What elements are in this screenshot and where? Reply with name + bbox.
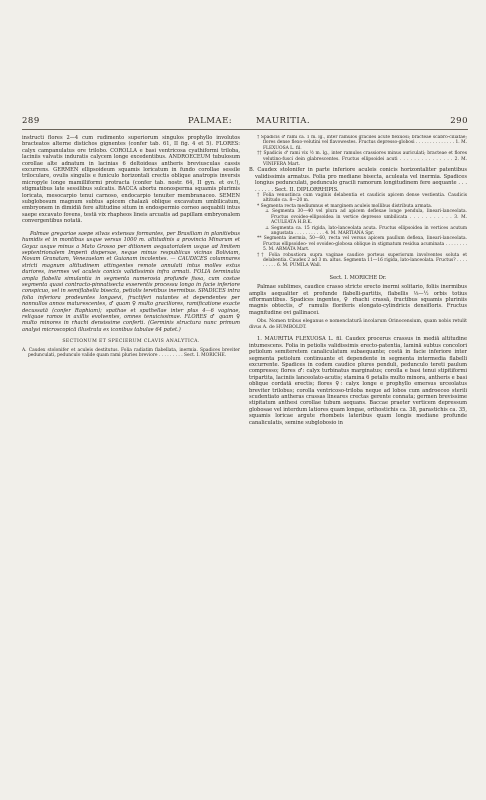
right-column bbox=[249, 135, 467, 725]
page-header bbox=[22, 116, 468, 128]
key-heading: SECTIONUM ET SPECIERUM CLAVIS ANALYTICA. bbox=[62, 339, 200, 345]
left-page-number: 289 bbox=[22, 116, 40, 126]
header-rule bbox=[22, 129, 468, 130]
section-description: Palmae sublimes, caudice crasso stricte erecto inermi solitario, foliis inermibus amplis aequaliter et profunde flabelli-partitis, flabellis ⅓—½ orbis totius efformantibus. Spadices ingentes, ♀ rhachi crassā, fructibus squamis pluriniis magnis obtectis, ♂ ramulis floriferis elongato-cylindricis densifloris. Fructus magnitudine ovi gallinacei. bbox=[249, 284, 467, 316]
right-page-number: 290 bbox=[450, 116, 468, 126]
key-entry-4: * Segmenta recta mediumnus et marginem aculeis mollibus distributa armata. bbox=[257, 203, 433, 209]
key-entry-7: ** Segmenta inermia, 50—60, recta vel versus apicem paullum deflexa, lineari-lanceolata. Fructus ellipsoideo- vel ovoideo-globosa oblique in stigmatum residua acuminata . . . . . . . . 5. M. ARMATA Mart. bbox=[257, 236, 467, 253]
species-description: 1. MAURITIA FLEXUOSA L. fil. Caudex procerus crassus in mediā altitudine intumescens. Folia in petiolis validissimis erecto-patentia, laminā subtus concolori petiolum semiteretem canaliculatum subaequante; costā in facie inferiore inter segmenta petiolum continuante et dependente in segmenta intermedia flabelli excurrente. Spadices in codem caudice plures penduli, pedunculo tereti paulum compresso; flores ♂: calyx turbinatus marginatus; corolla e basi tenui stipitiformi tripartita, laciniis lanceolato-acutis; stamina 6 petalis multo minora, antheris e basi oblique cordatā erectis; flores ♀: calyx longe e prophyllo emersus urceolatus breviter trilobus; corolla ventricoso-triloba neque ad lobos cum androeceo sterili scudentiato antheras crassas lineares crectas gerente connata; germen brevissime stipitatum anthesi corollae tubum aequans. Baccae praeter verticem depressum globosae vel interdum latiores quam longae, orthostichis ca. 38, parastichis ca. 35, squamis loricae argute rhombeis lateribus quam longis mediane profunde canaliculatis, semine subglobosio in bbox=[249, 336, 467, 426]
key-entry-b: B. Caudex stolonifer in parte inferiore aculeis conicis horizontaliter patentibus validissimis armatus. Folia pro mediane bisecta, aculeata vel inermia. Spadices longius pedunculati, pedunculo gracili ramorum longitudinem fere aequante . . . . . . . . . Sect. II. DIPLORRHIPIS. bbox=[249, 167, 467, 193]
key-entry-8: †† Folia robustiora supra vaginae caudice porteus superiorum involventes soluta et delabentia. Caudex 2 ad 3 m. altus. Segmenta 11—16 rigida, lato-lanceolata. Fructus? . . . . . . . . . 6. M. PUMILA Wall. bbox=[257, 252, 467, 269]
key-entry-6: ⊥ Segmenta ca. 15 rigida, lato-lanceolata acuta. Fructus ellipsoidea in vertices acutum angustata . . . . . . . . . . . 4. M. MARTIANA Spr. bbox=[265, 225, 467, 236]
running-title-left: PALMAE: bbox=[188, 116, 233, 126]
distribution-paragraph: Palmae gregariae saepe silvas extensas formantes, per Brasiliam in planitiebus humidis et in montibus usque versus 1000 m. altitudinis a provincia Minarum et Goyaz usque minus a Mato Grosso per ditionem aequatorialem usque ad limitem septentrionalem Imperii dispersae, neque minus respublicas vicinas Boliviam, Novam Granatam, Venezuelam et Guianam incolentes. — CAUDICES columnares stricti magnum altitudinem attingentes remote annulati intus molles extus duriores, inermes vel aculeis conicis validissimis infra armati. FOLIA terminalia ampla flabella simulantia in segmenta numerosia profunde fissa, cum costae segmenta quasi contracto-pinnatisecta exserentis processu longo in facie inferiore conspicuo, vel in semiflabella bisecta, petiolis teretibus inermibus. SPADICES intra folia inferiora prodeuntes longaevi, fructiferi nutantes et dependentes per nonnullos annos maturescentes, ♂ quam ♀ multo graciliores, ramificatione exacte decussatā (confer Raphiam); spathae et spathellae inter plus 4—6 vaginae, reliquae ramos in axillis evolventes, omnes tenuicissimae. FLORES ♂ quam ♀ multo minores in rhachi densissime conferti. (Germinis structura nunc primum analysi microscopicā illustrata ex iconibus tabulae 64 patet.) bbox=[22, 230, 240, 333]
observation-note: Obs. Nomen tribus eleganus e nomenclaturā incolarum Orinocensium, quam nobis retulit divus A. de HUMBOLDT. bbox=[249, 319, 467, 330]
key-entry-2: †† Spadicis ♂ rami vix ½ m. lg., inter ramulos crassiores minus auriculati; bracteae et flores velutino-fusci dein glabrescentes. Fructus ellipsoidei acuti . . . . . . . . . . . . . . . 2. M. VINIFERA Mart. bbox=[257, 151, 467, 168]
key-entry-5: ⊥ Segmenta 30—40 vel plura ad apicem deflexae longe pendula, lineari-lanceolata. Fructus ovoideo-ellipsoidea in vertice depresso umbilicata . . . . . . . . . . . 3. M. ACULEATA H.B.K. bbox=[265, 209, 467, 226]
running-title-right: MAURITIA. bbox=[256, 116, 311, 126]
left-column bbox=[22, 135, 240, 725]
key-entry-3: † Folia venustinca cum vaginis delabentia et caudicis apicem dense vestientia. Caudicis altitudo ca. 8—20 m. bbox=[257, 193, 467, 204]
description-paragraph: instructi flores 2—4 cum rudimento superiorum singulos prophyllo involutos bracteatos alterne distichos gignentes (confer tab. 61, II fig. 4 et 5). FLORES: calyx campanulatus ore trilobo. COROLLA e basi ventricosa cyathiformi triloba, laciniis valvatis induratis calycem longe excedentibus. ANDROECEUM tubulosum corollae alte adnatum in lacinias 6 deltoideas antheris breviusculas cassis excurrens. GERMEN ellipsoideum squamis loricatum in fundo corollae sessile triloculare, ovulis singulis e funiculo horizontali crectis oblique anatropis inversis micropyle longe mamilliformi protracta (confer tab. nostr. 64, II gyn. et ov.!), stigmatibus late sessilibus sulcatis. BACCA abortu monosperma squamis plurimis loricata, mesocarpio tenui carnoso, endocarpio tenuiter membranaceo. SEMEN subglobosum magnum subtus apicem chalazā oblique excavatum umbilicatum, embryonem in dimidiā fere altitudine situm in endospermio corneo aequabili intus saepe excavato fovens, testā vix rhapheos lineis arcuatis ad papillam embryonalem convergentibus notatā. bbox=[22, 135, 240, 225]
section-heading: Sect. I. MORICHE Dr. bbox=[329, 274, 387, 281]
key-entry-1: † Spadicis ♂ rami ca. 1 m. lg., inter ramulos graciles acute flexuosi; bracteae scabro-ciliatae; flores dense flexo-velutini vel flavowestes. Fructus depresso-globosi . . . . . . . . . . . . . . 1. M. FLEXUOSA L. fil. bbox=[257, 135, 467, 151]
key-entry-a: A. Caudex stolonifer et aculeis destitutus. Folia radiatim flabellata, inermia. Spadices breviter pedunculati, pedunculo valide quam rami pluries breviore . . . . . . . . . Sect. I. MORICHE. bbox=[22, 347, 240, 359]
